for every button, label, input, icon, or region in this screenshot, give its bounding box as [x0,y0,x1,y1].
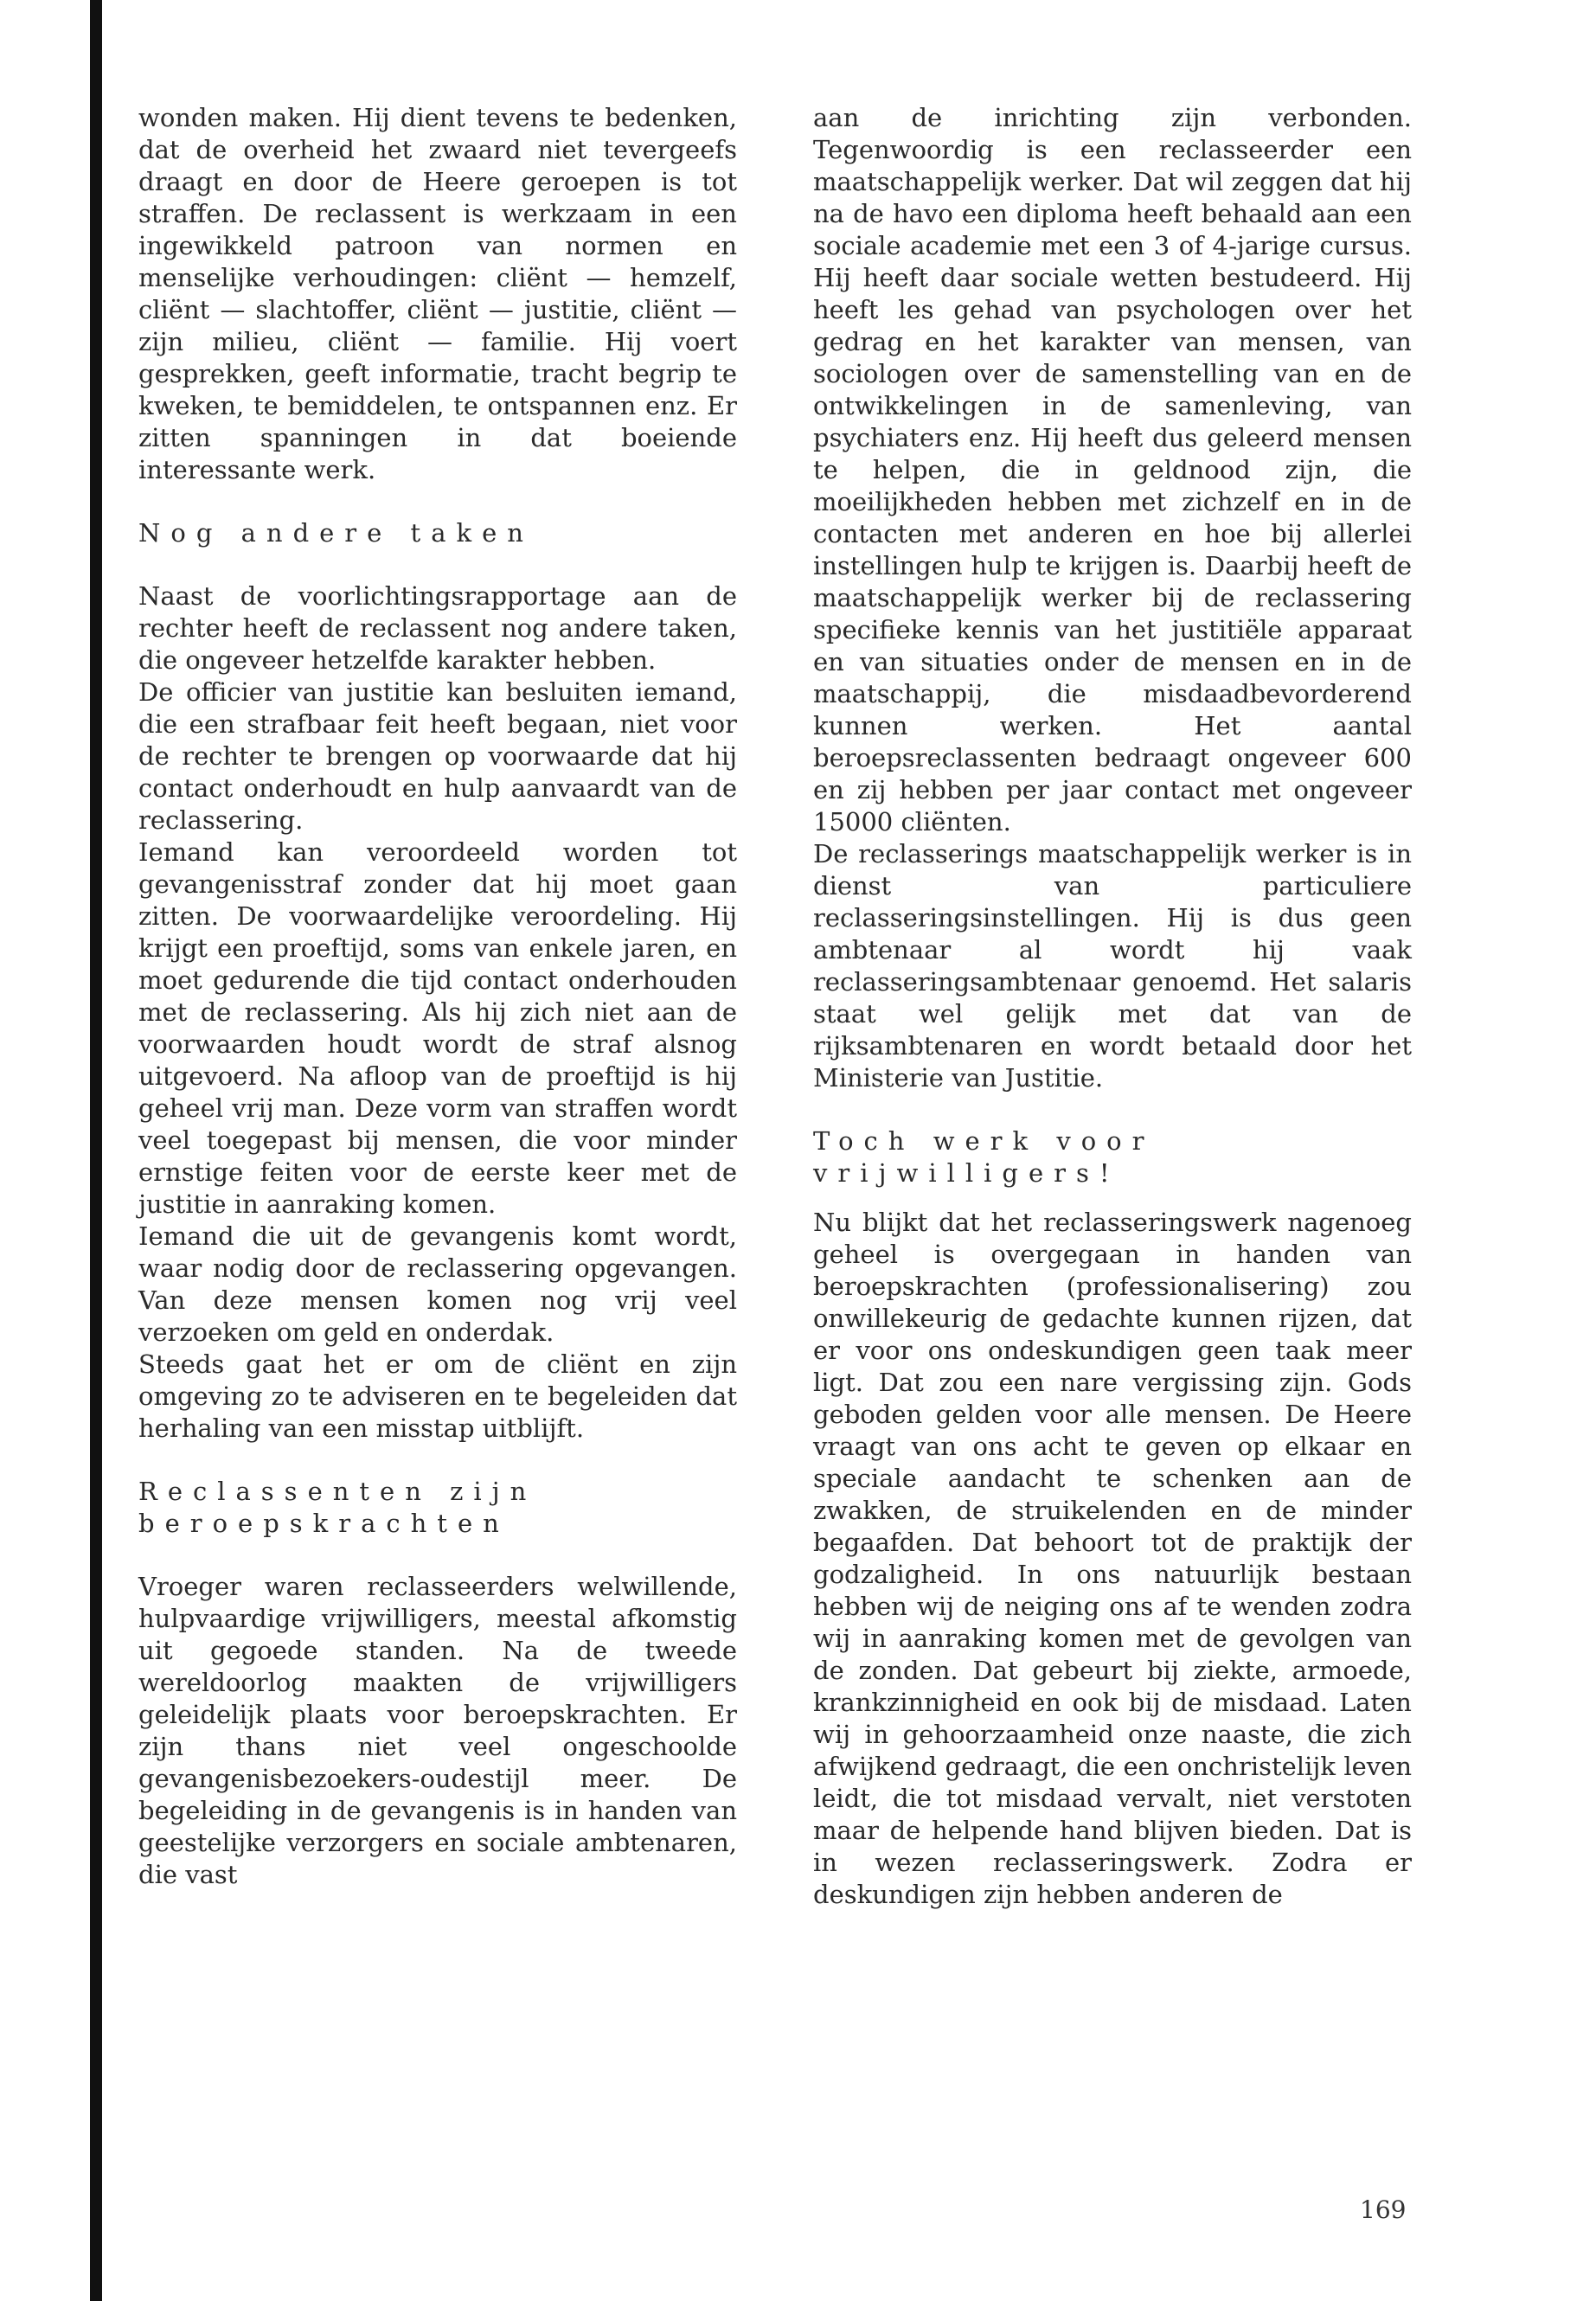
right-column [813,102,1412,1911]
page-margin [0,0,123,2301]
left-intro-paragraph: wonden maken. Hij dient tevens te bedenken, dat de overheid het zwaard niet tevergeefs draagt en door de Heere geroepen is tot straffen. De reclassent is werkzaam in een ingewikkeld patroon van normen en menselijke verhoudingen: cliënt — hemzelf, cliënt — slachtoffer, cliënt — justitie, cliënt — zijn milieu, cliënt — familie. Hij voert gesprekken, geeft informatie, tracht begrip te kweken, te bemiddelen, te ontspannen enz. Er zitten spanningen in dat boeiende interessante werk. [138,103,737,484]
left-paragraph-2: De officier van justitie kan besluiten iemand, die een strafbaar feit heeft begaan, niet voor de rechter te brengen op voorwaarde dat hij contact onderhoudt en hulp aanvaardt van de reclassering. [138,677,737,835]
heading-toch-werk-voor-vrijwilligers: Toch werk voor vrijwilligers! [813,1126,1155,1188]
binding-edge-bar [90,0,102,2301]
right-intro-paragraph: aan de inrichting zijn verbonden. Tegenwoordig is een reclasseerder een maatschappelijk werker. Dat wil zeggen dat hij na de havo een diploma heeft behaald aan een sociale academie met een 3 of 4-jarige cursus. Hij heeft daar sociale wetten bestudeerd. Hij heeft les gehad van psychologen over het gedrag en het karakter van mensen, van sociologen over de samenstelling van en de ontwikkelingen in de samenleving, van psychiaters enz. Hij heeft dus geleerd mensen te helpen, die in geldnood zijn, die moeilijkheden hebben met zichzelf en in de contacten met anderen en hoe bij allerlei instellingen hulp te krijgen is. Daarbij heeft de maatschappelijk werker bij de reclassering specifieke kennis van het justitiële apparaat en van situaties onder de mensen en in de maatschappij, die misdaadbevorderend kunnen werken. Het aantal beroepsreclassenten bedraagt ongeveer 600 en zij hebben per jaar contact met ongeveer 15000 cliënten. [813,103,1412,836]
right-paragraph-1: De reclasserings maatschappelijk werker is in dienst van particuliere reclasseringsinstellingen. Hij is dus geen ambtenaar al wordt hij vaak reclasseringsambtenaar genoemd. Het salaris staat wel gelijk met dat van de rijksambtenaren en wordt betaald door het Ministerie van Justitie. [813,839,1412,1093]
left-paragraph-1: Naast de voorlichtingsrapportage aan de rechter heeft de reclassent nog andere taken, die ongeveer hetzelfde karakter hebben. [138,581,737,675]
left-paragraph-4: Iemand die uit de gevangenis komt wordt, waar nodig door de reclassering opgevangen. Van deze mensen komen nog vrij veel verzoeken om geld en onderdak. [138,1221,737,1347]
page-number: 169 [1360,2195,1407,2224]
left-paragraph-6: Vroeger waren reclasseerders welwillende, hulpvaardige vrijwilligers, meestal afkomstig uit gegoede standen. Na de tweede wereldoorlog maakten de vrijwilligers geleidelijk plaats voor beroepskrachten. Er zijn thans niet veel ongeschoolde gevangenisbezoekers-oudestijl meer. De begeleiding in de gevangenis is in handen van geestelijke verzorgers en sociale ambtenaren, die vast [138,1572,737,1889]
left-paragraph-3: Iemand kan veroordeeld worden tot gevangenisstraf zonder dat hij moet gaan zitten. De voorwaardelijke veroordeling. Hij krijgt een proeftijd, soms van enkele jaren, en moet gedurende die tijd contact onderhouden met de reclassering. Als hij zich niet aan de voorwaarden houdt wordt de straf alsnog uitgevoerd. Na afloop van de proeftijd is hij geheel vrij man. Deze vorm van straffen wordt veel toegepast bij mensen, die voor minder ernstige feiten voor de eerste keer met de justitie in aanraking komen. [138,837,737,1219]
heading-nog-andere-taken: Nog andere taken [138,518,534,548]
right-paragraph-2: Nu blijkt dat het reclasseringswerk nagenoeg geheel is overgegaan in handen van beroepskrachten (professionalisering) zou onwillekeurig de gedachte kunnen rijzen, dat er voor ons ondeskundigen geen taak meer ligt. Dat zou een nare vergissing zijn. Gods geboden gelden voor alle mensen. De Heere vraagt van ons acht te geven op elkaar en speciale aandacht te schenken aan de zwakken, de struikelenden en de minder begaafden. Dat behoort tot de praktijk der godzaligheid. In ons natuurlijk bestaan hebben wij de neiging ons af te wenden zodra wij in aanraking komen met de gevolgen van de zonden. Dat gebeurt bij ziekte, armoede, krankzinnigheid en ook bij de misdaad. Laten wij in gehoorzaamheid onze naaste, die zich afwijkend gedraagt, die een onchristelijk leven leidt, die tot misdaad vervalt, niet verstoten maar de helpende hand blijven bieden. Dat is in wezen reclasseringswerk. Zodra er deskundigen zijn hebben anderen de [813,1208,1412,1909]
heading-reclassenten-zijn-beroepskrachten: Reclassenten zijn beroepskrachten [138,1477,537,1538]
left-column [138,102,737,1891]
left-paragraph-5: Steeds gaat het er om de cliënt en zijn omgeving zo te adviseren en te begeleiden dat herhaling van een misstap uitblijft. [138,1349,737,1443]
